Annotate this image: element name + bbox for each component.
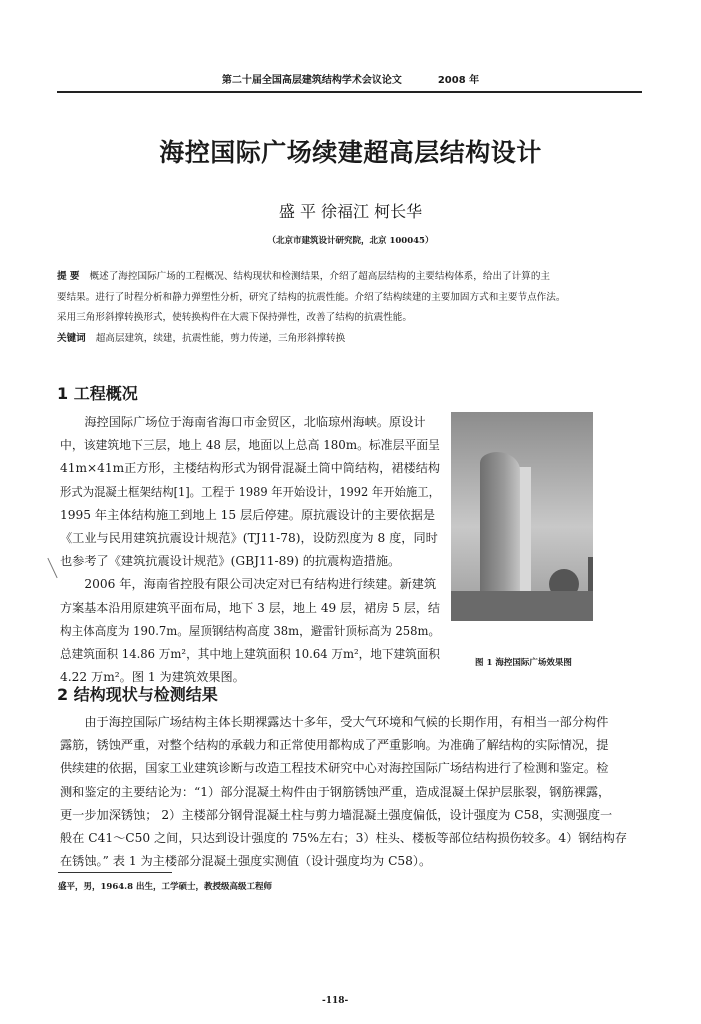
body-line: 般在 C41～C50 之间，只达到设计强度的 75%左右；3）柱头、楼板等部位结构损伤较多。4）钢结构存 — [60, 831, 628, 845]
body-line: 总建筑面积 14.86 万m²，其中地上建筑面积 10.64 万m²，地下建筑面积 — [60, 647, 440, 661]
body-line: 更一步加深锈蚀； 2）主楼部分钢骨混凝土柱与剪力墙混凝土强度偏低，设计强度为 C58，实测强度一 — [60, 807, 613, 822]
section-2-heading: 2 结构现状与检测结果 — [57, 685, 218, 704]
conference-year: 2008 年 — [437, 75, 480, 86]
paper-title: 海控国际广场续建超高层结构设计 — [159, 138, 542, 167]
body-line: 41m×41m正方形，主楼结构形式为钢骨混凝土筒中筒结构，裙楼结构 — [60, 461, 440, 476]
abstract-label: 提 要 — [57, 271, 80, 282]
section-1-heading: 1 工程概况 — [57, 384, 138, 403]
header-rule — [57, 91, 642, 93]
conference-name: 第二十届全国高层建筑结构学术会议论文 — [221, 75, 402, 86]
abstract-line: 要结果。进行了时程分析和静力弹塑性分析，研究了结构的抗震性能。介绍了结构续建的主要加固方式和主要节点作法。 — [57, 292, 566, 303]
page-number: -118- — [322, 996, 349, 1006]
body-line: 2006 年，海南省控股有限公司决定对已有结构进行续建。新建筑 — [60, 577, 437, 592]
body-line: 形式为混凝土框架结构[1]。工程于 1989 年开始设计，1992 年开始施工， — [60, 484, 440, 499]
body-line: 由于海控国际广场结构主体长期裸露达十多年，受大气环境和气候的长期作用，有相当一部分构件 — [60, 715, 609, 729]
abstract-text: 概述了海控国际广场的工程概况、结构现状和检测结果，介绍了超高层结构的主要结构体系，给出了计算的主 — [89, 271, 551, 282]
abstract-line — [57, 268, 550, 282]
body-line: 方案基本沿用原建筑平面布局，地下 3 层，地上 49 层，裙房 5 层，结 — [60, 600, 440, 615]
body-line: 4.22 万m²。图 1 为建筑效果图。 — [60, 670, 245, 685]
building-rendering-image — [451, 412, 593, 621]
body-line: 供续建的依据，国家工业建筑诊断与改造工程技术研究中心对海控国际广场结构进行了检测和鉴定。检 — [60, 761, 609, 776]
body-line: 露筋，锈蚀严重，对整个结构的承载力和正常使用都构成了严重影响。为准确了解结构的实际情况，提 — [60, 738, 609, 753]
body-line: 《工业与民用建筑抗震设计规范》(TJ11-78)，设防烈度为 8 度，同时 — [60, 531, 438, 545]
body-line: 测和鉴定的主要结论为：“1）部分混凝土构件由于钢筋锈蚀严重，造成混凝土保护层胀裂，钢筋裸露， — [60, 784, 611, 799]
authors: 盛 平 徐福江 柯长华 — [278, 202, 423, 221]
figure-caption: 图 1 海控国际广场效果图 — [475, 658, 572, 668]
body-line: 在锈蚀。” 表 1 为主楼部分混凝土强度实测值（设计强度均为 C58）。 — [60, 854, 432, 869]
body-line: 1995 年主体结构施工到地上 15 层后停建。原抗震设计的主要依据是 — [60, 507, 436, 522]
keywords: 超高层建筑，续建，抗震性能，剪力传递，三角形斜撑转换 — [95, 333, 346, 344]
running-header — [0, 71, 701, 86]
body-line: 构主体高度为 190.7m。屋顶钢结构高度 38m，避雷针顶标高为 258m。 — [60, 623, 441, 638]
keywords-label: 关键词 — [57, 333, 86, 344]
footnote-rule — [58, 872, 172, 873]
keywords-line — [57, 330, 345, 344]
abstract-line: 采用三角形斜撑转换形式，使转换构件在大震下保持弹性，改善了结构的抗震性能。 — [57, 312, 412, 323]
footnote: 盛平，男，1964.8 出生，工学硕士，教授级高级工程师 — [58, 882, 272, 892]
scan-mark — [47, 558, 57, 578]
body-line: 海控国际广场位于海南省海口市金贸区，北临琼州海峡。原设计 — [60, 415, 426, 429]
body-line: 中，该建筑地下三层，地上 48 层，地面以上总高 180m。标准层平面呈 — [60, 438, 440, 453]
body-line: 也参考了《建筑抗震设计规范》(GBJ11-89) 的抗震构造措施。 — [60, 554, 401, 569]
affiliation: （北京市建筑设计研究院，北京 100045） — [267, 236, 434, 246]
